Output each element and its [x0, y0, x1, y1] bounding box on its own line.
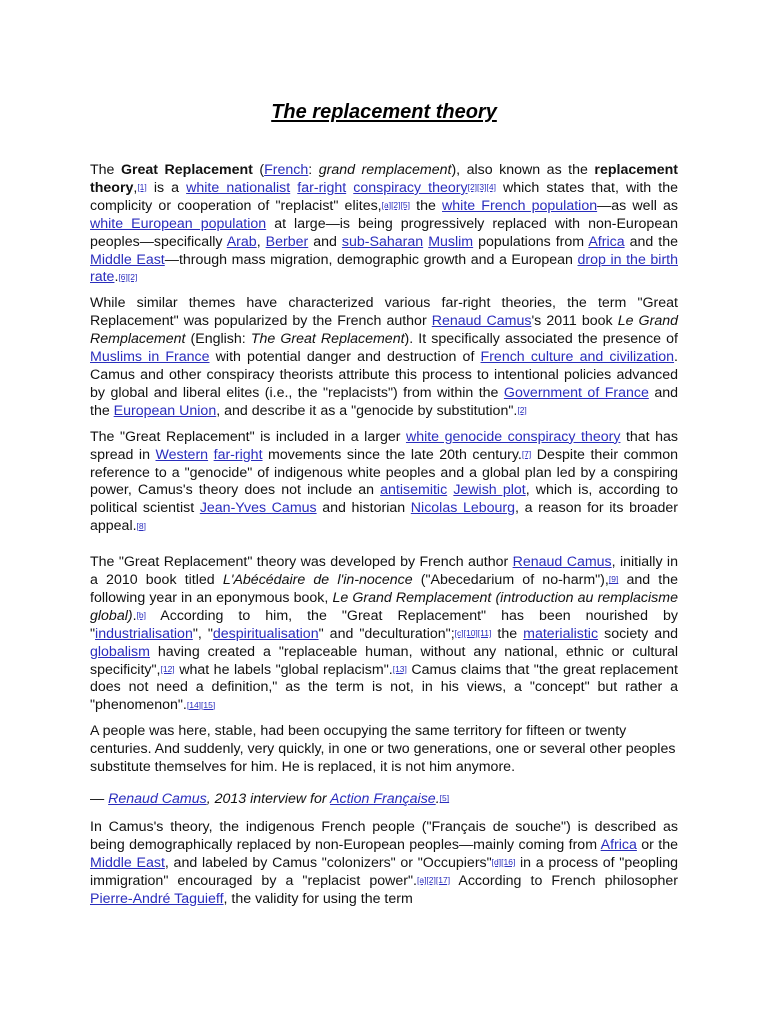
inline-link[interactable]: Pierre-André Taguieff [90, 890, 224, 907]
body-text: at large—is being progressively replaced with non-European peoples—specifically [90, 215, 678, 250]
white-genocide-paragraph [90, 429, 678, 536]
body-text: or the [636, 836, 678, 853]
body-text: ), also known as the [451, 162, 595, 178]
body-text: —as well as [597, 197, 679, 214]
inline-link[interactable]: white genocide conspiracy theory [405, 428, 621, 445]
citation-reference[interactable]: [1] [137, 182, 147, 193]
body-text: having created a "replaceable human, without any national, ethnic or cultural specificity", [90, 643, 678, 678]
inline-link[interactable]: Renaud Camus [512, 554, 612, 571]
body-text: . [132, 607, 137, 624]
inline-link[interactable]: French [264, 162, 309, 178]
inline-link[interactable]: Renaud Camus [431, 313, 532, 330]
body-text: While similar themes have characterized various far-right theories, the term "Great Replacement" was popularized by the French author [90, 295, 678, 330]
citation-reference[interactable]: [c][10][11] [454, 628, 492, 639]
body-text: Camus claims that "the great replacement does not need a definition," as the term is not, in his views, a "concept" but rather a "phenomenon". [90, 661, 678, 714]
inline-link[interactable]: Muslim [428, 233, 474, 250]
body-text: , and describe it as a "genocide by substitution". [216, 402, 518, 419]
citation-reference[interactable]: [5] [439, 793, 450, 804]
inline-link[interactable]: sub-Saharan [341, 233, 424, 250]
inline-link[interactable]: French culture and civilization [480, 349, 675, 366]
article-body [90, 162, 678, 916]
body-text: in a process of "peopling immigration" encouraged by a "replacist power". [90, 854, 678, 889]
bold-term: replacement theory [90, 162, 679, 196]
body-text: Despite their common reference to a "genocide" of indigenous white peoples and a global plan led by a conspiring power, Camus's theory does not include an [90, 446, 678, 499]
inline-link[interactable]: Action Française [330, 791, 436, 807]
citation-reference[interactable]: [a][2][17] [416, 874, 451, 885]
inline-link[interactable]: industrialisation [95, 625, 193, 642]
body-text: and the [90, 384, 679, 419]
body-text: , which is, according to political scientist [90, 482, 678, 517]
italic-text: Le Grand Remplacement (introduction au remplacisme global) [90, 589, 678, 624]
citation-reference[interactable]: [b] [136, 610, 146, 621]
inline-link[interactable]: Jean-Yves Camus [199, 500, 317, 517]
citation-reference[interactable]: [14][15] [186, 699, 216, 710]
citation-reference[interactable]: [13] [392, 663, 407, 674]
inline-link[interactable]: Africa [600, 836, 637, 853]
body-text: ). It specifically associated the presence of [404, 331, 678, 348]
inline-link[interactable]: materialistic [523, 625, 599, 642]
inline-link[interactable]: Government of France [503, 384, 649, 401]
citation-reference[interactable]: [9] [608, 574, 619, 585]
body-text: —through mass migration, demographic growth and a European [164, 251, 578, 268]
body-text: and [308, 233, 342, 250]
body-text: According to French philosopher [450, 872, 678, 889]
inline-link[interactable]: European Union [113, 402, 217, 419]
italic-text: Le Grand Remplacement [90, 313, 678, 348]
body-text: and the following year in an eponymous book, [90, 572, 679, 606]
body-text: . Camus and other conspiracy theorists attribute this process to intentional policies advanced by global and liberal elites (i.e., the "replacists") from within the [90, 349, 678, 401]
inline-link[interactable]: globalism [90, 643, 150, 660]
inline-link[interactable]: Nicolas Lebourg [410, 500, 516, 517]
inline-link[interactable]: Middle East [90, 854, 165, 871]
italic-text: L'Abécédaire de l'in-nocence [222, 572, 413, 589]
body-text: The [90, 162, 121, 178]
italic-text: , 2013 interview for [206, 791, 331, 807]
body-text: movements since the late 20th century. [262, 446, 522, 463]
citation-reference[interactable]: [a][2][5] [381, 200, 410, 211]
body-text: populations from [473, 233, 589, 250]
citation-reference[interactable]: [2][3][4] [467, 182, 496, 193]
inline-link[interactable]: Renaud Camus [108, 791, 207, 807]
citation-reference[interactable]: [7] [521, 448, 532, 459]
inline-link[interactable]: Africa [588, 233, 625, 250]
camus-quote [90, 723, 678, 777]
body-text: which states that, with the complicity or cooperation of "replacist" elites, [90, 179, 678, 214]
body-text: " and "deculturation"; [318, 625, 455, 642]
inline-link[interactable]: despiritualisation [212, 625, 319, 642]
body-text: In Camus's theory, the indigenous French people ("Français de souche") is described as being demographically replaced by non-European peoples—mainly coming from [90, 818, 678, 853]
body-text: : [308, 162, 319, 178]
quote-attribution [90, 791, 678, 809]
inline-link[interactable]: antisemitic [380, 482, 448, 499]
body-text: , and labeled by Camus "colonizers" or "Occupiers" [164, 854, 492, 871]
inline-link[interactable]: far-right [213, 446, 263, 463]
body-text: The "Great Replacement" is included in a larger [90, 428, 406, 445]
body-text: The "Great Replacement" theory was developed by French author [90, 554, 513, 571]
body-text: the [409, 197, 443, 214]
body-text: ("Abecedarium of no-harm"), [412, 572, 609, 589]
body-text: and historian [316, 500, 411, 517]
document-title: The replacement theory [271, 101, 497, 123]
body-text: is a [146, 179, 187, 196]
italic-text: The Great Replacement [250, 331, 405, 348]
citation-reference[interactable]: [12] [160, 663, 175, 674]
bold-term: Great Replacement [120, 162, 253, 178]
body-text: 's 2011 book [531, 313, 618, 330]
inline-link[interactable]: white French population [442, 197, 598, 214]
body-text: what he labels "global replacism". [174, 661, 393, 678]
indigenous-french-paragraph [90, 819, 678, 909]
inline-link[interactable]: far-right [297, 179, 347, 196]
italic-text: grand remplacement [318, 162, 452, 178]
body-text: — [90, 791, 109, 807]
body-text: , the validity for using the term [223, 890, 413, 907]
body-text: that has spread in [90, 428, 678, 463]
body-text: (English: [185, 331, 251, 348]
body-text: and the [624, 233, 678, 250]
inline-link[interactable]: white European population [90, 215, 267, 232]
citation-reference[interactable]: [2] [517, 405, 527, 416]
inline-link[interactable]: Jewish plot [453, 482, 526, 499]
citation-reference[interactable]: [d][16] [491, 857, 516, 868]
body-text: society and [598, 625, 678, 642]
popularization-paragraph [90, 295, 678, 420]
body-text: with potential danger and destruction of [209, 349, 481, 366]
body-text: , [256, 233, 266, 250]
body-text: , [133, 179, 138, 196]
inline-link[interactable]: Western [155, 446, 209, 463]
inline-link[interactable]: Muslims in France [90, 349, 210, 366]
citation-reference[interactable]: [8] [136, 520, 146, 531]
body-text: ", " [192, 625, 213, 642]
body-text: A people was here, stable, had been occupying the same territory for fifteen or twenty centuries. And suddenly, very quickly, in one or two generations, one or several other peoples substitute themselves for him. He is replaced, it is not him anymore. [90, 723, 676, 776]
body-text: According to him, the "Great Replacement" has been nourished by " [90, 607, 678, 642]
body-text: the [491, 625, 524, 642]
camus-development-paragraph [90, 554, 678, 715]
inline-link[interactable]: Arab [226, 233, 257, 250]
body-text: . [114, 269, 119, 286]
citation-reference[interactable]: [6][2] [118, 271, 138, 282]
inline-link[interactable]: drop in the birth rate [90, 251, 679, 286]
inline-link[interactable]: Middle East [90, 251, 165, 268]
body-text: , a reason for its broader appeal. [90, 500, 678, 535]
body-text: ( [252, 162, 265, 178]
inline-link[interactable]: conspiracy theory [353, 179, 468, 196]
body-text: , initially in a 2010 book titled [90, 554, 678, 589]
inline-link[interactable]: white nationalist [186, 179, 291, 196]
inline-link[interactable]: Berber [265, 233, 309, 250]
intro-paragraph [90, 162, 678, 287]
italic-text: . [435, 791, 440, 807]
